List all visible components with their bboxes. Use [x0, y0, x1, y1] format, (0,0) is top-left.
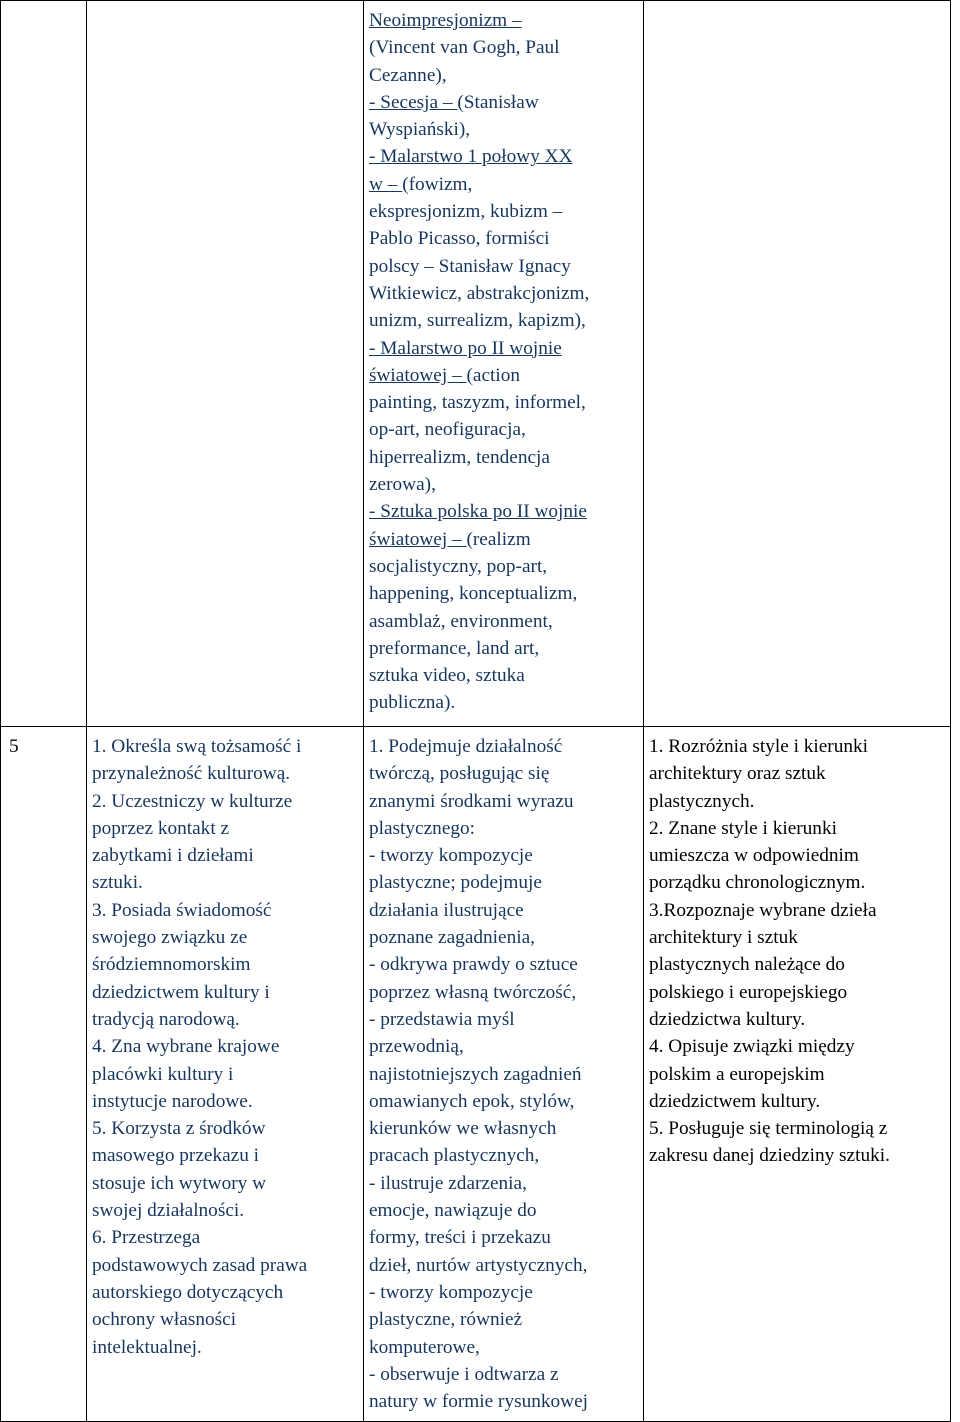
text-segment: polscy – Stanisław Ignacy — [369, 255, 571, 277]
text-line — [369, 362, 639, 389]
underlined-heading: w – — [369, 173, 403, 195]
text-line: plastycznych należące do — [649, 954, 845, 976]
text-segment: (fowizm, — [402, 173, 473, 195]
text-segment: (action — [466, 364, 521, 386]
text-segment: Pablo Picasso, formiści — [369, 228, 550, 250]
text-segment: - odkrywa prawdy o sztuce — [369, 954, 578, 976]
text-line — [369, 1115, 639, 1142]
text-line: przynależność kulturową. — [92, 763, 291, 785]
text-line — [369, 924, 639, 951]
text-line — [369, 444, 639, 471]
text-segment: poznane zagadnienia, — [369, 927, 535, 949]
text-line — [369, 689, 639, 716]
text-segment: przewodnią, — [369, 1036, 464, 1058]
text-segment: emocje, nawiązuje do — [369, 1200, 537, 1222]
text-line: 4. Opisuje związki między — [649, 1036, 855, 1058]
text-line — [369, 34, 639, 61]
table-row — [1, 727, 951, 1422]
text-segment: - ilustruje zdarzenia, — [369, 1172, 527, 1194]
text-segment: preformance, land art, — [369, 637, 540, 659]
text-line — [369, 733, 639, 760]
text-line — [369, 788, 639, 815]
text-segment: formy, treści i przekazu — [369, 1227, 551, 1249]
text-line — [369, 580, 639, 607]
text-segment: painting, taszyzm, informel, — [369, 392, 586, 414]
text-line — [369, 7, 639, 34]
text-line: swojego związku ze — [92, 927, 248, 949]
text-line — [369, 198, 639, 225]
text-segment: pracach plastycznych, — [369, 1145, 540, 1167]
text-line: placówki kultury i — [92, 1063, 234, 1085]
text-line — [369, 171, 639, 198]
text-line: zakresu danej dziedziny sztuki. — [649, 1145, 890, 1167]
text-line: sztuki. — [92, 872, 143, 894]
text-line: masowego przekazu i — [92, 1145, 260, 1167]
text-line — [369, 335, 639, 362]
text-segment: happening, konceptualizm, — [369, 583, 578, 605]
text-line — [369, 1170, 639, 1197]
text-line — [369, 62, 639, 89]
text-line: poprzez kontakt z — [92, 817, 230, 839]
text-line — [369, 253, 639, 280]
text-line — [369, 1252, 639, 1279]
text-segment: plastyczne, również — [369, 1309, 523, 1331]
outcomes-cell — [644, 1, 951, 727]
text-line — [369, 89, 639, 116]
text-line: architektury i sztuk — [649, 927, 798, 949]
text-line: 1. Rozróżnia style i kierunki — [649, 736, 869, 757]
text-line — [369, 1334, 639, 1361]
text-segment: najistotniejszych zagadnień — [369, 1063, 582, 1085]
text-line — [369, 143, 639, 170]
text-line — [369, 635, 639, 662]
text-line — [369, 116, 639, 143]
underlined-heading: - Malarstwo po II wojnie — [369, 337, 562, 359]
text-segment: op-art, neofiguracja, — [369, 419, 526, 441]
text-segment: znanymi środkami wyrazu — [369, 790, 574, 812]
text-line: autorskiego dotyczących — [92, 1281, 284, 1303]
text-segment: omawianych epok, stylów, — [369, 1090, 575, 1112]
text-line — [369, 760, 639, 787]
text-line: dziedzictwem kultury. — [649, 1090, 821, 1112]
text-line — [369, 1388, 639, 1415]
underlined-heading: - Malarstwo 1 połowy XX — [369, 146, 573, 168]
content-cell — [364, 1, 644, 727]
text-segment: - tworzy kompozycje — [369, 845, 533, 867]
text-line: 5. Korzysta z środków — [92, 1118, 266, 1140]
text-line — [369, 1224, 639, 1251]
row-number: 5 — [9, 736, 19, 757]
text-line: plastycznych. — [649, 790, 755, 812]
text-line: architektury oraz sztuk — [649, 763, 826, 785]
text-line: polskiego i europejskiego — [649, 981, 848, 1003]
objectives-cell — [87, 1, 364, 727]
objectives-cell — [87, 727, 364, 1422]
text-line — [369, 526, 639, 553]
text-line: 3. Posiada świadomość — [92, 899, 272, 921]
text-line — [369, 1006, 639, 1033]
text-line — [369, 979, 639, 1006]
text-line — [369, 416, 639, 443]
text-line: stosuje ich wytwory w — [92, 1172, 267, 1194]
outcomes-cell — [644, 727, 951, 1422]
text-segment: twórczą, posługując się — [369, 763, 550, 785]
text-line — [369, 389, 639, 416]
text-line — [369, 869, 639, 896]
underlined-heading: - Secesja – — [369, 91, 458, 113]
text-line — [369, 662, 639, 689]
text-line: 2. Uczestniczy w kulturze — [92, 790, 293, 812]
text-line — [369, 307, 639, 334]
text-segment: Cezanne), — [369, 64, 447, 86]
text-line: swojej działalności. — [92, 1200, 245, 1222]
text-line: intelektualnej. — [92, 1336, 202, 1358]
text-line — [369, 280, 639, 307]
text-segment: działania ilustrujące — [369, 899, 524, 921]
text-line: 2. Znane style i kierunki — [649, 817, 837, 839]
text-segment: dzieł, nurtów artystycznych, — [369, 1254, 588, 1276]
text-segment: natury w formie rysunkowej — [369, 1391, 589, 1413]
text-line — [369, 1197, 639, 1224]
text-segment: komputerowe, — [369, 1336, 480, 1358]
text-line — [369, 1306, 639, 1333]
text-line — [369, 842, 639, 869]
text-line — [369, 1033, 639, 1060]
text-line: tradycją narodową. — [92, 1008, 240, 1030]
text-segment: hiperrealizm, tendencja — [369, 446, 550, 468]
text-line — [369, 471, 639, 498]
text-line: instytucje narodowe. — [92, 1090, 253, 1112]
text-line — [369, 1361, 639, 1388]
text-segment: kierunków we własnych — [369, 1118, 557, 1140]
text-line: 3.Rozpoznaje wybrane dzieła — [649, 899, 877, 921]
text-segment: unizm, surrealizm, kapizm), — [369, 310, 586, 332]
table-row — [1, 1, 951, 727]
text-segment: Witkiewicz, abstrakcjonizm, — [369, 282, 590, 304]
text-segment: (realizm — [466, 528, 531, 550]
text-line: 1. Określa swą tożsamość i — [92, 736, 302, 757]
text-segment: plastycznego: — [369, 817, 476, 839]
text-segment: asamblaż, environment, — [369, 610, 553, 632]
text-line: ochrony własności — [92, 1309, 237, 1331]
text-segment: - przedstawia myśl — [369, 1008, 515, 1030]
text-line — [369, 897, 639, 924]
text-line: dziedzictwa kultury. — [649, 1008, 806, 1030]
underlined-heading: światowej – — [369, 364, 467, 386]
text-line: 6. Przestrzega — [92, 1227, 201, 1249]
text-line — [369, 553, 639, 580]
text-line: porządku chronologicznym. — [649, 872, 866, 894]
text-segment: - tworzy kompozycje — [369, 1281, 533, 1303]
underlined-heading: światowej – — [369, 528, 467, 550]
text-line: 5. Posługuje się terminologią z — [649, 1118, 888, 1140]
text-line — [369, 951, 639, 978]
text-line — [369, 1061, 639, 1088]
text-segment: Wyspiański), — [369, 119, 471, 141]
text-line: zabytkami i dziełami — [92, 845, 254, 867]
text-line — [369, 225, 639, 252]
text-line: dziedzictwem kultury i — [92, 981, 270, 1003]
text-line: umieszcza w odpowiednim — [649, 845, 859, 867]
text-line: śródziemnomorskim — [92, 954, 251, 976]
text-segment: plastyczne; podejmuje — [369, 872, 542, 894]
text-segment: 1. Podejmuje działalność — [369, 736, 563, 757]
text-segment: (Stanisław — [457, 91, 539, 113]
text-segment: publiczna). — [369, 692, 456, 714]
text-line — [369, 1142, 639, 1169]
text-line — [369, 1279, 639, 1306]
content-cell — [364, 727, 644, 1422]
underlined-heading: - Sztuka polska po II wojnie — [369, 501, 587, 523]
text-segment: zerowa), — [369, 474, 436, 496]
text-line: 4. Zna wybrane krajowe — [92, 1036, 280, 1058]
text-segment: sztuka video, sztuka — [369, 665, 525, 687]
row-number-cell — [1, 1, 87, 727]
text-segment: (Vincent van Gogh, Paul — [369, 37, 560, 59]
text-segment: poprzez własną twórczość, — [369, 981, 577, 1003]
text-line — [369, 608, 639, 635]
text-line: podstawowych zasad prawa — [92, 1254, 308, 1276]
row-number-cell — [1, 727, 87, 1422]
text-line — [369, 1088, 639, 1115]
underlined-heading: Neoimpresjonizm – — [369, 10, 522, 31]
text-line — [369, 815, 639, 842]
text-line: polskim a europejskim — [649, 1063, 825, 1085]
text-segment: ekspresjonizm, kubizm – — [369, 201, 563, 223]
text-segment: socjalistyczny, pop-art, — [369, 555, 548, 577]
text-segment: - obserwuje i odtwarza z — [369, 1363, 559, 1385]
text-line — [369, 498, 639, 525]
